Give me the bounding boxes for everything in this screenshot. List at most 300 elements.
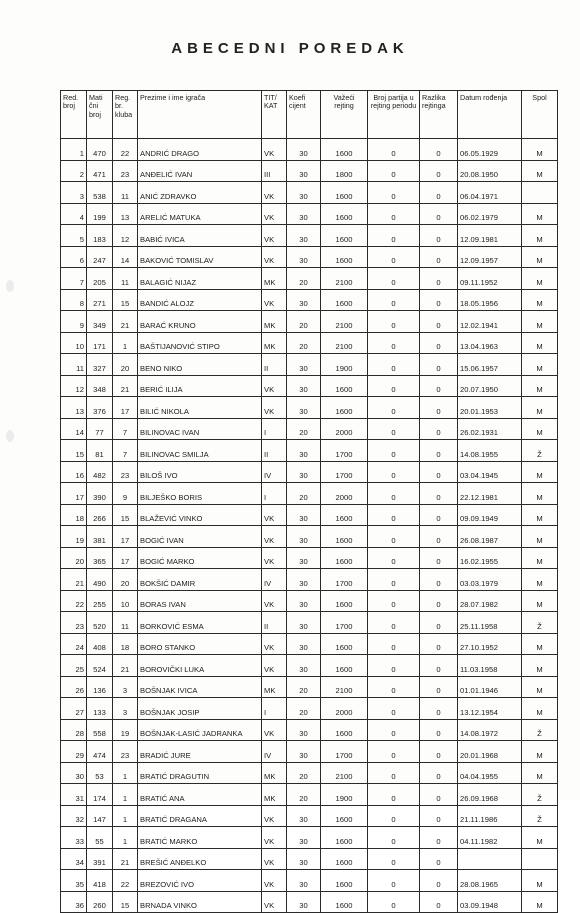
cell-birth-date: 03.04.1945 xyxy=(458,461,522,483)
cell-rank: 19 xyxy=(61,526,87,548)
header-title: TIT/ KAT xyxy=(262,91,287,139)
cell-rank: 33 xyxy=(61,827,87,849)
cell-rating: 2100 xyxy=(321,676,368,698)
cell-sex: Ž xyxy=(522,719,558,741)
cell-title: II xyxy=(262,354,287,376)
table-header-row xyxy=(61,91,558,139)
cell-games-played: 0 xyxy=(368,182,420,204)
cell-rating: 2100 xyxy=(321,332,368,354)
table-row xyxy=(61,805,558,827)
cell-sex: M xyxy=(522,268,558,290)
cell-coefficient: 30 xyxy=(287,569,321,591)
cell-registry-number: 199 xyxy=(87,203,113,225)
cell-player-name: BOROVIČKI LUKA xyxy=(138,655,262,677)
table-row xyxy=(61,440,558,462)
cell-rank: 9 xyxy=(61,311,87,333)
cell-coefficient: 30 xyxy=(287,289,321,311)
table-row xyxy=(61,375,558,397)
cell-rating: 1600 xyxy=(321,633,368,655)
cell-registry-number: 271 xyxy=(87,289,113,311)
cell-registry-number: 174 xyxy=(87,784,113,806)
cell-rank: 28 xyxy=(61,719,87,741)
cell-title: IV xyxy=(262,461,287,483)
cell-title: MK xyxy=(262,784,287,806)
cell-player-name: ANĐELIĆ IVAN xyxy=(138,160,262,182)
cell-rating-difference: 0 xyxy=(420,483,458,505)
cell-rank: 20 xyxy=(61,547,87,569)
cell-birth-date: 14.08.1955 xyxy=(458,440,522,462)
header-coefficient: Koefi cijent xyxy=(287,91,321,139)
cell-registry-number: 558 xyxy=(87,719,113,741)
cell-rank: 16 xyxy=(61,461,87,483)
table-row xyxy=(61,246,558,268)
cell-sex: Ž xyxy=(522,784,558,806)
cell-registry-number: 381 xyxy=(87,526,113,548)
cell-club-number: 17 xyxy=(113,526,138,548)
cell-rank: 3 xyxy=(61,182,87,204)
table-row xyxy=(61,676,558,698)
cell-registry-number: 520 xyxy=(87,612,113,634)
cell-rating: 1600 xyxy=(321,375,368,397)
cell-title: IV xyxy=(262,569,287,591)
cell-rank: 4 xyxy=(61,203,87,225)
cell-rating: 1700 xyxy=(321,569,368,591)
table-row xyxy=(61,418,558,440)
cell-coefficient: 30 xyxy=(287,741,321,763)
cell-registry-number: 348 xyxy=(87,375,113,397)
cell-sex: M xyxy=(522,289,558,311)
cell-rating: 1600 xyxy=(321,225,368,247)
cell-games-played: 0 xyxy=(368,311,420,333)
cell-title: MK xyxy=(262,311,287,333)
cell-birth-date: 28.08.1965 xyxy=(458,870,522,892)
table-row xyxy=(61,139,558,161)
punch-hole xyxy=(6,430,14,442)
cell-player-name: BOŠNJAK IVICA xyxy=(138,676,262,698)
cell-club-number: 18 xyxy=(113,633,138,655)
cell-coefficient: 30 xyxy=(287,504,321,526)
cell-registry-number: 255 xyxy=(87,590,113,612)
cell-games-played: 0 xyxy=(368,332,420,354)
cell-club-number: 15 xyxy=(113,504,138,526)
cell-club-number: 20 xyxy=(113,569,138,591)
cell-coefficient: 30 xyxy=(287,440,321,462)
cell-title: VK xyxy=(262,139,287,161)
table-row xyxy=(61,268,558,290)
cell-games-played: 0 xyxy=(368,203,420,225)
punch-hole xyxy=(6,280,14,292)
cell-birth-date: 20.08.1950 xyxy=(458,160,522,182)
cell-coefficient: 30 xyxy=(287,526,321,548)
cell-rating: 1600 xyxy=(321,397,368,419)
table-row xyxy=(61,289,558,311)
cell-rating: 1600 xyxy=(321,719,368,741)
cell-rating-difference: 0 xyxy=(420,225,458,247)
cell-player-name: BREŠIĆ ANĐELKO xyxy=(138,848,262,870)
cell-registry-number: 147 xyxy=(87,805,113,827)
document-title: ABECEDNI POREDAK xyxy=(171,40,409,57)
cell-club-number: 1 xyxy=(113,762,138,784)
cell-club-number: 3 xyxy=(113,698,138,720)
cell-rating: 1600 xyxy=(321,504,368,526)
cell-coefficient: 30 xyxy=(287,547,321,569)
cell-title: VK xyxy=(262,719,287,741)
cell-sex: M xyxy=(522,397,558,419)
cell-rating: 1700 xyxy=(321,461,368,483)
cell-birth-date: 03.03.1979 xyxy=(458,569,522,591)
cell-title: II xyxy=(262,440,287,462)
cell-title: MK xyxy=(262,268,287,290)
cell-sex: M xyxy=(522,870,558,892)
table-row xyxy=(61,569,558,591)
cell-title: VK xyxy=(262,848,287,870)
table-row xyxy=(61,397,558,419)
cell-title: I xyxy=(262,418,287,440)
cell-player-name: BENO NIKO xyxy=(138,354,262,376)
cell-rating: 1600 xyxy=(321,139,368,161)
cell-rank: 24 xyxy=(61,633,87,655)
cell-sex: Ž xyxy=(522,805,558,827)
cell-games-played: 0 xyxy=(368,784,420,806)
cell-birth-date: 26.09.1968 xyxy=(458,784,522,806)
cell-sex: M xyxy=(522,311,558,333)
table-body xyxy=(61,139,558,913)
cell-title: VK xyxy=(262,504,287,526)
table-row xyxy=(61,784,558,806)
cell-player-name: BRADIĆ JURE xyxy=(138,741,262,763)
cell-coefficient: 30 xyxy=(287,397,321,419)
cell-games-played: 0 xyxy=(368,246,420,268)
header-rank: Red. broj xyxy=(61,91,87,139)
cell-games-played: 0 xyxy=(368,375,420,397)
cell-club-number: 23 xyxy=(113,160,138,182)
cell-sex: M xyxy=(522,225,558,247)
cell-games-played: 0 xyxy=(368,633,420,655)
cell-rating: 1600 xyxy=(321,870,368,892)
cell-birth-date: 28.07.1982 xyxy=(458,590,522,612)
cell-rating: 2100 xyxy=(321,268,368,290)
cell-player-name: BABIĆ IVICA xyxy=(138,225,262,247)
cell-rating-difference: 0 xyxy=(420,354,458,376)
cell-rank: 10 xyxy=(61,332,87,354)
cell-player-name: BOGIĆ MARKO xyxy=(138,547,262,569)
cell-games-played: 0 xyxy=(368,870,420,892)
cell-rating-difference: 0 xyxy=(420,870,458,892)
cell-rating-difference: 0 xyxy=(420,612,458,634)
cell-club-number: 22 xyxy=(113,139,138,161)
cell-coefficient: 30 xyxy=(287,375,321,397)
cell-sex: M xyxy=(522,569,558,591)
cell-club-number: 1 xyxy=(113,805,138,827)
table-row xyxy=(61,848,558,870)
cell-rating-difference: 0 xyxy=(420,397,458,419)
table-row xyxy=(61,311,558,333)
cell-birth-date: 06.04.1971 xyxy=(458,182,522,204)
cell-birth-date: 22.12.1981 xyxy=(458,483,522,505)
cell-title: VK xyxy=(262,827,287,849)
cell-title: VK xyxy=(262,590,287,612)
cell-birth-date: 06.05.1929 xyxy=(458,139,522,161)
cell-sex: M xyxy=(522,160,558,182)
cell-sex: M xyxy=(522,741,558,763)
table-row xyxy=(61,354,558,376)
cell-sex: M xyxy=(522,633,558,655)
cell-games-played: 0 xyxy=(368,827,420,849)
cell-coefficient: 20 xyxy=(287,698,321,720)
cell-sex: M xyxy=(522,827,558,849)
cell-club-number: 23 xyxy=(113,461,138,483)
cell-sex: Ž xyxy=(522,440,558,462)
cell-birth-date: 09.09.1949 xyxy=(458,504,522,526)
cell-rank: 13 xyxy=(61,397,87,419)
header-club-number: Reg. br. kluba xyxy=(113,91,138,139)
cell-games-played: 0 xyxy=(368,139,420,161)
cell-rating-difference: 0 xyxy=(420,246,458,268)
cell-player-name: BOKŠIĆ DAMIR xyxy=(138,569,262,591)
table-row xyxy=(61,655,558,677)
table-row xyxy=(61,891,558,913)
cell-rank: 8 xyxy=(61,289,87,311)
cell-rating-difference: 0 xyxy=(420,784,458,806)
cell-rating-difference: 0 xyxy=(420,633,458,655)
cell-club-number: 13 xyxy=(113,203,138,225)
cell-rating: 2100 xyxy=(321,762,368,784)
cell-coefficient: 30 xyxy=(287,246,321,268)
cell-birth-date: 16.02.1955 xyxy=(458,547,522,569)
cell-rating: 1800 xyxy=(321,160,368,182)
cell-club-number: 11 xyxy=(113,182,138,204)
cell-birth-date: 13.04.1963 xyxy=(458,332,522,354)
cell-coefficient: 20 xyxy=(287,418,321,440)
cell-player-name: BREZOVIĆ IVO xyxy=(138,870,262,892)
cell-rating: 1700 xyxy=(321,612,368,634)
cell-rank: 21 xyxy=(61,569,87,591)
cell-rating-difference: 0 xyxy=(420,160,458,182)
cell-player-name: BRATIĆ ANA xyxy=(138,784,262,806)
cell-rating-difference: 0 xyxy=(420,311,458,333)
cell-rating: 1600 xyxy=(321,246,368,268)
cell-title: II xyxy=(262,612,287,634)
cell-sex xyxy=(522,848,558,870)
cell-rating: 1700 xyxy=(321,440,368,462)
cell-player-name: BOŠNJAK JOSIP xyxy=(138,698,262,720)
cell-rating-difference: 0 xyxy=(420,676,458,698)
cell-rank: 18 xyxy=(61,504,87,526)
cell-rank: 6 xyxy=(61,246,87,268)
cell-sex: M xyxy=(522,526,558,548)
cell-title: VK xyxy=(262,655,287,677)
cell-rating-difference: 0 xyxy=(420,182,458,204)
cell-registry-number: 171 xyxy=(87,332,113,354)
cell-coefficient: 20 xyxy=(287,762,321,784)
cell-sex: M xyxy=(522,547,558,569)
cell-player-name: BRNADA VINKO xyxy=(138,891,262,913)
cell-birth-date: 20.07.1950 xyxy=(458,375,522,397)
cell-birth-date: 12.09.1957 xyxy=(458,246,522,268)
header-games-played: Broj partija u rejting periodu xyxy=(368,91,420,139)
cell-coefficient: 30 xyxy=(287,590,321,612)
cell-player-name: BILINOVAC IVAN xyxy=(138,418,262,440)
cell-club-number: 19 xyxy=(113,719,138,741)
cell-club-number: 15 xyxy=(113,891,138,913)
cell-games-played: 0 xyxy=(368,612,420,634)
cell-rating: 1600 xyxy=(321,182,368,204)
table-row xyxy=(61,590,558,612)
cell-coefficient: 30 xyxy=(287,203,321,225)
cell-rating-difference: 0 xyxy=(420,203,458,225)
cell-rating-difference: 0 xyxy=(420,526,458,548)
table-row xyxy=(61,160,558,182)
cell-games-played: 0 xyxy=(368,504,420,526)
cell-birth-date: 18.05.1956 xyxy=(458,289,522,311)
cell-club-number: 7 xyxy=(113,440,138,462)
cell-rating: 2000 xyxy=(321,483,368,505)
cell-registry-number: 183 xyxy=(87,225,113,247)
cell-club-number: 11 xyxy=(113,268,138,290)
cell-games-played: 0 xyxy=(368,569,420,591)
cell-sex: M xyxy=(522,354,558,376)
cell-rating: 2100 xyxy=(321,311,368,333)
cell-title: VK xyxy=(262,633,287,655)
cell-games-played: 0 xyxy=(368,289,420,311)
header-registry-number: Mati čni broj xyxy=(87,91,113,139)
cell-coefficient: 30 xyxy=(287,160,321,182)
cell-title: VK xyxy=(262,182,287,204)
table-row xyxy=(61,225,558,247)
cell-sex: M xyxy=(522,246,558,268)
cell-title: I xyxy=(262,698,287,720)
cell-rating: 1600 xyxy=(321,805,368,827)
cell-coefficient: 30 xyxy=(287,354,321,376)
cell-coefficient: 30 xyxy=(287,461,321,483)
cell-title: VK xyxy=(262,203,287,225)
cell-coefficient: 30 xyxy=(287,182,321,204)
cell-club-number: 10 xyxy=(113,590,138,612)
cell-player-name: BRATIĆ DRAGANA xyxy=(138,805,262,827)
cell-rating-difference: 0 xyxy=(420,827,458,849)
cell-player-name: BRATIĆ MARKO xyxy=(138,827,262,849)
cell-rating: 1600 xyxy=(321,547,368,569)
cell-sex: M xyxy=(522,698,558,720)
cell-club-number: 21 xyxy=(113,311,138,333)
cell-rating-difference: 0 xyxy=(420,762,458,784)
cell-rating: 2000 xyxy=(321,698,368,720)
cell-games-played: 0 xyxy=(368,698,420,720)
cell-player-name: BORKOVIĆ ESMA xyxy=(138,612,262,634)
cell-coefficient: 20 xyxy=(287,311,321,333)
cell-rank: 35 xyxy=(61,870,87,892)
cell-coefficient: 30 xyxy=(287,805,321,827)
cell-games-played: 0 xyxy=(368,160,420,182)
cell-coefficient: 20 xyxy=(287,676,321,698)
cell-rank: 15 xyxy=(61,440,87,462)
cell-games-played: 0 xyxy=(368,676,420,698)
table-row xyxy=(61,461,558,483)
cell-rating: 1900 xyxy=(321,784,368,806)
cell-rating-difference: 0 xyxy=(420,289,458,311)
cell-games-played: 0 xyxy=(368,719,420,741)
cell-birth-date: 20.01.1953 xyxy=(458,397,522,419)
cell-rating: 1600 xyxy=(321,526,368,548)
cell-club-number: 17 xyxy=(113,397,138,419)
cell-sex: M xyxy=(522,139,558,161)
cell-club-number: 3 xyxy=(113,676,138,698)
cell-rating: 1600 xyxy=(321,848,368,870)
cell-birth-date: 25.11.1958 xyxy=(458,612,522,634)
cell-coefficient: 20 xyxy=(287,332,321,354)
cell-club-number: 23 xyxy=(113,741,138,763)
cell-player-name: BORAS IVAN xyxy=(138,590,262,612)
cell-rating-difference: 0 xyxy=(420,698,458,720)
cell-registry-number: 55 xyxy=(87,827,113,849)
cell-club-number: 12 xyxy=(113,225,138,247)
cell-registry-number: 376 xyxy=(87,397,113,419)
table-row xyxy=(61,870,558,892)
cell-registry-number: 266 xyxy=(87,504,113,526)
cell-birth-date: 04.04.1955 xyxy=(458,762,522,784)
cell-sex: M xyxy=(522,483,558,505)
cell-games-played: 0 xyxy=(368,225,420,247)
cell-sex: M xyxy=(522,590,558,612)
cell-sex: M xyxy=(522,332,558,354)
cell-registry-number: 538 xyxy=(87,182,113,204)
cell-games-played: 0 xyxy=(368,440,420,462)
cell-registry-number: 81 xyxy=(87,440,113,462)
cell-rank: 7 xyxy=(61,268,87,290)
table-row xyxy=(61,741,558,763)
cell-rating-difference: 0 xyxy=(420,719,458,741)
cell-rating: 1600 xyxy=(321,891,368,913)
cell-registry-number: 391 xyxy=(87,848,113,870)
table-row xyxy=(61,633,558,655)
cell-sex xyxy=(522,182,558,204)
cell-rank: 36 xyxy=(61,891,87,913)
header-rating-difference: Razlika rejtinga xyxy=(420,91,458,139)
cell-player-name: BOŠNJAK-LASIĆ JADRANKA xyxy=(138,719,262,741)
cell-registry-number: 408 xyxy=(87,633,113,655)
cell-registry-number: 136 xyxy=(87,676,113,698)
cell-title: MK xyxy=(262,332,287,354)
cell-rating: 1700 xyxy=(321,741,368,763)
cell-coefficient: 30 xyxy=(287,719,321,741)
cell-sex: M xyxy=(522,891,558,913)
cell-birth-date: 26.02.1931 xyxy=(458,418,522,440)
cell-rating-difference: 0 xyxy=(420,547,458,569)
cell-rating: 1600 xyxy=(321,655,368,677)
cell-title: MK xyxy=(262,762,287,784)
cell-club-number: 21 xyxy=(113,375,138,397)
cell-title: VK xyxy=(262,246,287,268)
cell-birth-date: 12.09.1981 xyxy=(458,225,522,247)
table-row xyxy=(61,203,558,225)
cell-rank: 25 xyxy=(61,655,87,677)
players-table xyxy=(60,90,558,913)
cell-title: VK xyxy=(262,526,287,548)
cell-sex: M xyxy=(522,375,558,397)
cell-registry-number: 247 xyxy=(87,246,113,268)
cell-player-name: BLAŽEVIĆ VINKO xyxy=(138,504,262,526)
cell-rating: 2000 xyxy=(321,418,368,440)
cell-rank: 14 xyxy=(61,418,87,440)
cell-player-name: BALAGIĆ NIJAZ xyxy=(138,268,262,290)
cell-player-name: BILOŠ IVO xyxy=(138,461,262,483)
cell-club-number: 9 xyxy=(113,483,138,505)
cell-sex: M xyxy=(522,418,558,440)
cell-rank: 12 xyxy=(61,375,87,397)
cell-player-name: BILJEŠKO BORIS xyxy=(138,483,262,505)
table-row xyxy=(61,526,558,548)
cell-title: VK xyxy=(262,375,287,397)
